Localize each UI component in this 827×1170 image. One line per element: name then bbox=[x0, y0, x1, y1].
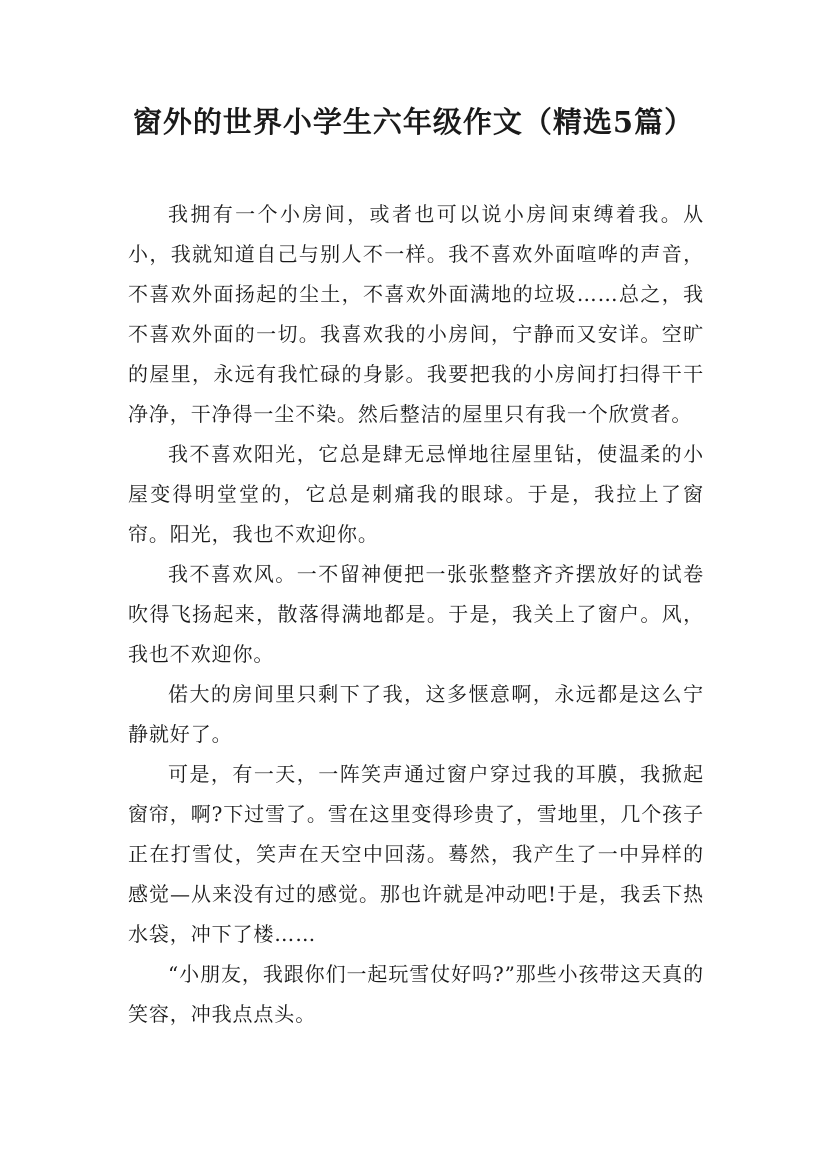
paragraph-1: 我拥有一个小房间，或者也可以说小房间束缚着我。从小，我就知道自己与别人不一样。我不喜欢外面喧哗的声音，不喜欢外面扬起的尘土，不喜欢外面满地的垃圾……总之，我不喜欢外面的一切。我喜欢我的小房间，宁静而又安详。空旷的屋里，永远有我忙碌的身影。我要把我的小房间打扫得干干净净，干净得一尘不染。然后整洁的屋里只有我一个欣赏者。 bbox=[128, 202, 704, 426]
paragraph-3: 我不喜欢风。一不留神便把一张张整整齐齐摆放好的试卷吹得飞扬起来，散落得满地都是。于是，我关上了窗户。风，我也不欢迎你。 bbox=[128, 562, 704, 666]
document-title: 窗外的世界小学生六年级作文（精选5篇） bbox=[132, 105, 695, 139]
paragraph-4: 偌大的房间里只剩下了我，这多惬意啊，永远都是这么宁静就好了。 bbox=[128, 682, 704, 746]
paragraph-6: “小朋友，我跟你们一起玩雪仗好吗?”那些小孩带这天真的笑容，冲我点点头。 bbox=[128, 962, 704, 1026]
paragraph-5: 可是，有一天，一阵笑声通过窗户穿过我的耳膜，我掀起窗帘，啊?下过雪了。雪在这里变得珍贵了，雪地里，几个孩子正在打雪仗，笑声在天空中回荡。蓦然，我产生了一中异样的感觉—从来没有过的感觉。那也许就是冲动吧!于是，我丢下热水袋，冲下了楼…… bbox=[128, 762, 704, 946]
article-body bbox=[128, 194, 704, 1034]
paragraph-2: 我不喜欢阳光，它总是肆无忌惮地往屋里钻，使温柔的小屋变得明堂堂的，它总是刺痛我的眼球。于是，我拉上了窗帘。阳光，我也不欢迎你。 bbox=[128, 442, 704, 546]
